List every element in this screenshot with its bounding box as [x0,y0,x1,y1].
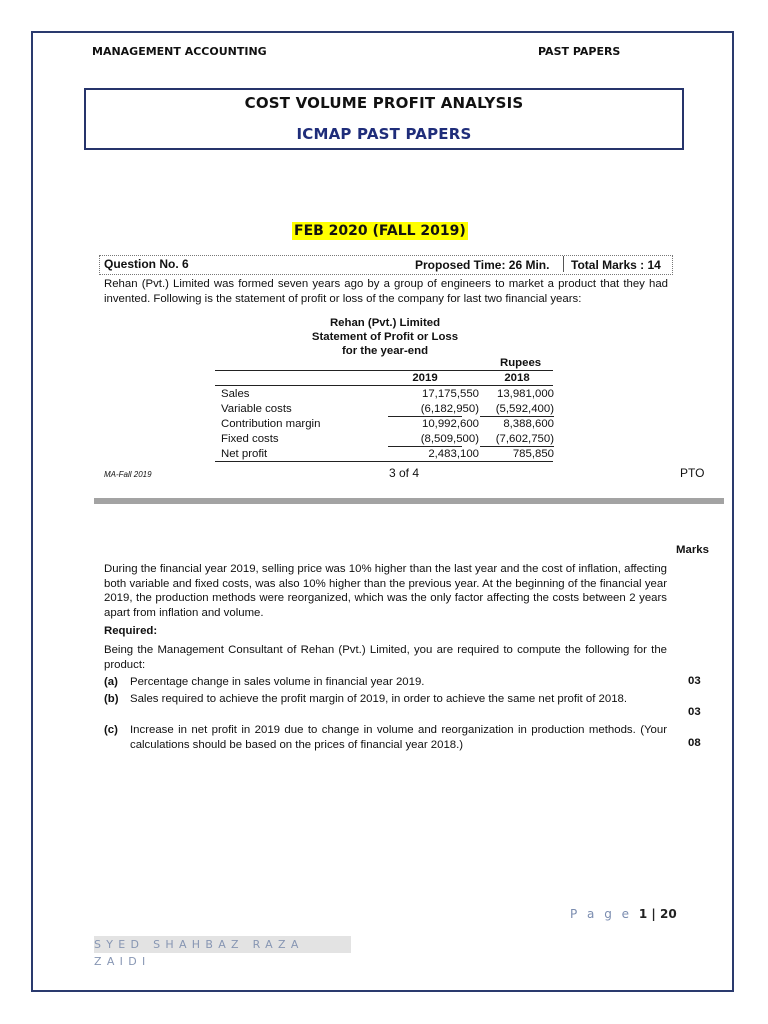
item-b-marks: 03 [688,706,701,718]
header-subject: MANAGEMENT ACCOUNTING [92,45,267,58]
required-item-b [104,692,667,722]
total-rule-2018 [480,446,554,447]
table-row-sales [221,388,561,403]
value-2019: 10,992,600 [421,418,479,430]
column-header-2019: 2019 [412,372,438,384]
header-section: PAST PAPERS [538,45,621,58]
marks-heading: Marks [676,544,709,556]
column-header-2018: 2018 [504,372,530,384]
question-intro: Rehan (Pvt.) Limited was formed seven years ago by a group of engineers to market a product that they had invented. Following is the statement of profit or loss of the company for last two financial years: [104,278,668,305]
required-intro: Being the Management Consultant of Rehan (Pvt.) Limited, you are required to compute the following for the product: [104,644,667,671]
row-label: Variable costs [221,403,292,415]
value-2018: 785,850 [512,448,554,460]
paper-pto: PTO [680,466,705,480]
table-rule-top [215,370,553,371]
item-text: Percentage change in sales volume in financial year 2019. [130,676,425,688]
item-text: Sales required to achieve the profit margin of 2019, in order to achieve the same net profit of 2018. [130,693,628,705]
page-number: 1 | 20 [638,907,677,921]
page-footer [570,907,677,921]
table-rule-bottom [215,461,553,462]
exam-label: FEB 2020 (FALL 2019) [294,223,466,239]
table-rule-header [215,385,553,386]
statement-period: for the year-end [341,345,429,357]
question-total-marks: Total Marks : 14 [571,258,661,272]
scan-separator [94,498,724,504]
question-time: Proposed Time: 26 Min. [415,258,550,272]
value-2018: 13,981,000 [496,388,554,400]
paper-page-count: 3 of 4 [389,466,420,480]
page-border [31,31,734,992]
item-letter: (b) [104,693,119,705]
item-a-marks: 03 [688,675,701,687]
value-2019: (6,182,950) [420,403,479,415]
row-label: Net profit [221,448,268,460]
author-name: SYED SHAHBAZ RAZA ZAIDI [94,936,351,953]
required-item-c [104,723,667,753]
statement-title: Statement of Profit or Loss [311,331,459,343]
value-2018: (7,602,750) [495,433,554,445]
item-letter: (c) [104,724,118,736]
page-word: P a g e [570,907,633,921]
value-2018: 8,388,600 [503,418,554,430]
value-2018: (5,592,400) [495,403,554,415]
subtotal-rule-2019 [388,416,462,417]
title-source: ICMAP PAST PAPERS [296,125,472,143]
row-label: Sales [221,388,250,400]
total-rule-2019 [388,446,462,447]
statement-company: Rehan (Pvt.) Limited [329,317,441,329]
item-text: Increase in net profit in 2019 due to change in volume and reorganization in production methods. (Your calculations should be based on the prices of financial year 2018.) [130,724,667,751]
item-letter: (a) [104,676,118,688]
question-number: Question No. 6 [104,257,189,271]
required-item-a [104,675,667,690]
row-label: Fixed costs [221,433,279,445]
title-topic: COST VOLUME PROFIT ANALYSIS [244,94,524,112]
required-heading: Required: [104,625,158,637]
paper-code: MA-Fall 2019 [104,470,152,479]
table-row-contribution-margin [221,418,561,433]
context-paragraph: During the financial year 2019, selling price was 10% higher than the last year and the cost of inflation, affecting both variable and fixed costs, was also 10% higher than the previous year. At the beginning of the financial year 2019, the production methods were reorganized, which was the only factor affecting the costs between 2 years apart from inflation and volume. [104,563,667,619]
title-box [84,88,684,150]
item-c-marks: 08 [688,737,701,749]
value-2019: 2,483,100 [428,448,479,460]
subtotal-rule-2018 [480,416,554,417]
statement-currency: Rupees [500,357,542,369]
question-bar-divider [563,256,564,272]
value-2019: (8,509,500) [420,433,479,445]
value-2019: 17,175,550 [421,388,479,400]
row-label: Contribution margin [221,418,321,430]
